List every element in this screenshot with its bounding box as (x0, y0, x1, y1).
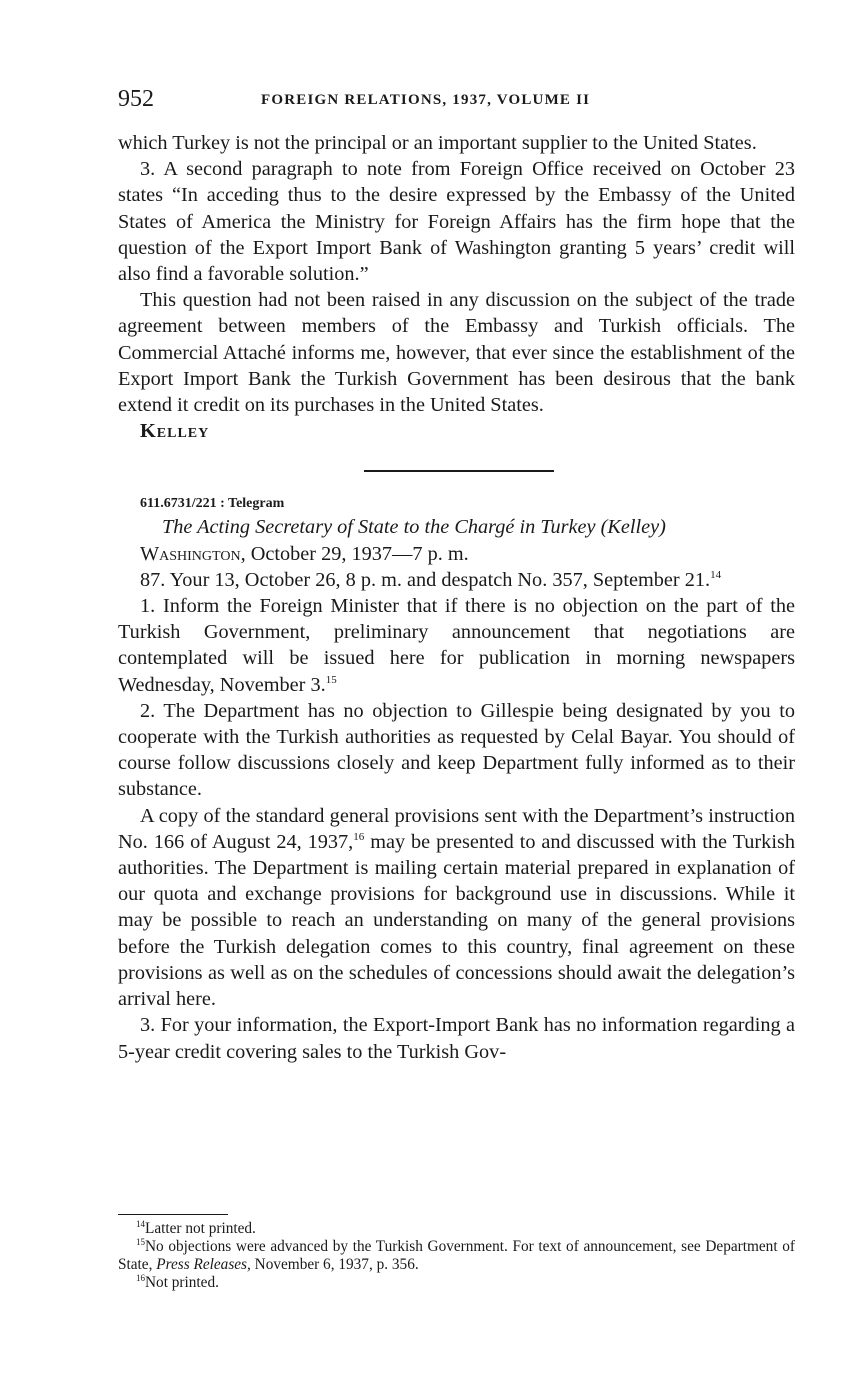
dateline-date: , October 29, 1937—7 p. m. (240, 542, 469, 565)
footnote (118, 1238, 795, 1274)
section-divider (364, 470, 554, 472)
footnote (118, 1220, 795, 1238)
footnote-ref[interactable]: 15 (325, 673, 337, 686)
footnote-rule (118, 1214, 228, 1215)
paragraph (118, 803, 795, 1013)
paragraph: This question had not been raised in any discussion on the subject of the trade agreement between members of the Embassy and Turkish officials. The Commercial Attaché informs me, however, that ever since the establishment of the Export Import Bank the Turkish Government has been desirous that the bank extend it credit on its purchases in the United States. (118, 289, 795, 417)
dateline (118, 541, 795, 567)
footnote (118, 1274, 795, 1292)
footnote-ref[interactable]: 16 (353, 831, 365, 844)
footnote-mark: 15 (136, 1236, 145, 1247)
document-title: The Acting Secretary of State to the Chargé in Turkey (Kelley) (162, 516, 666, 539)
paragraph: 3. A second paragraph to note from Foreign Office received on October 23 states “In acceding thus to the desire expressed by the Embassy of the United States of America the Ministry for Foreign Affairs has the firm hope that the question of the Export Import Bank of Washington granting 5 years’ credit will also find a favorable solution.” (118, 158, 795, 286)
footnote-text: Not printed. (145, 1274, 219, 1291)
footnote-text: Latter not printed. (145, 1220, 256, 1237)
paragraph (118, 593, 795, 698)
main-text (118, 130, 795, 1065)
paragraph-text: may be presented to and discussed with the Turkish authorities. The Department is mailing certain material prepared in explanation of our quota and exchange provisions for background use in discussions. While it may be possible to reach an understanding on many of the general provisions before the Turkish delegation comes to this country, final agreement on these provisions as well as on the schedules of concessions should await the delegation’s arrival here. (118, 830, 795, 1011)
footnote-text: November 6, 1937, p. 356. (250, 1256, 419, 1273)
footnote-ref[interactable]: 14 (710, 569, 722, 582)
footnote-mark: 14 (136, 1218, 145, 1229)
paragraph (118, 567, 795, 593)
paragraph-text: 87. Your 13, October 26, 8 p. m. and despatch No. 357, September 21. (140, 568, 711, 591)
page-number: 952 (118, 86, 154, 112)
dateline-place: Washington (140, 542, 241, 565)
signature: Kelley (140, 420, 210, 443)
running-head: FOREIGN RELATIONS, 1937, VOLUME II (261, 92, 591, 108)
footnote-citation: Press Releases, (156, 1256, 251, 1273)
footnote-text: No objections were advanced by the Turkish Government. For text of announcement, see Department of State, (118, 1238, 795, 1273)
paragraph-continued: which Turkey is not the principal or an important supplier to the United States. (118, 132, 757, 154)
paragraph-text: A copy of the standard general provisions sent with the Department’s instruction No. 166 of August 24, 1937, (118, 804, 795, 853)
footnote-mark: 16 (136, 1272, 145, 1283)
paragraph: 3. For your information, the Export-Import Bank has no information regarding a 5-year credit covering sales to the Turkish Gov- (118, 1014, 795, 1063)
page-header (118, 86, 795, 116)
footnotes (118, 1220, 795, 1292)
paragraph: 2. The Department has no objection to Gillespie being designated by you to cooperate with the Turkish authorities as requested by Celal Bayar. You should of course follow discussions closely and keep Department fully informed as to their substance. (118, 699, 795, 801)
file-reference: 611.6731/221 : Telegram (140, 496, 285, 512)
paragraph-text: 1. Inform the Foreign Minister that if there is no objection on the part of the Turkish Government, preliminary announcement that negotiations are contemplated will be issued here for publication in morning newspapers Wednesday, November 3. (118, 595, 795, 696)
